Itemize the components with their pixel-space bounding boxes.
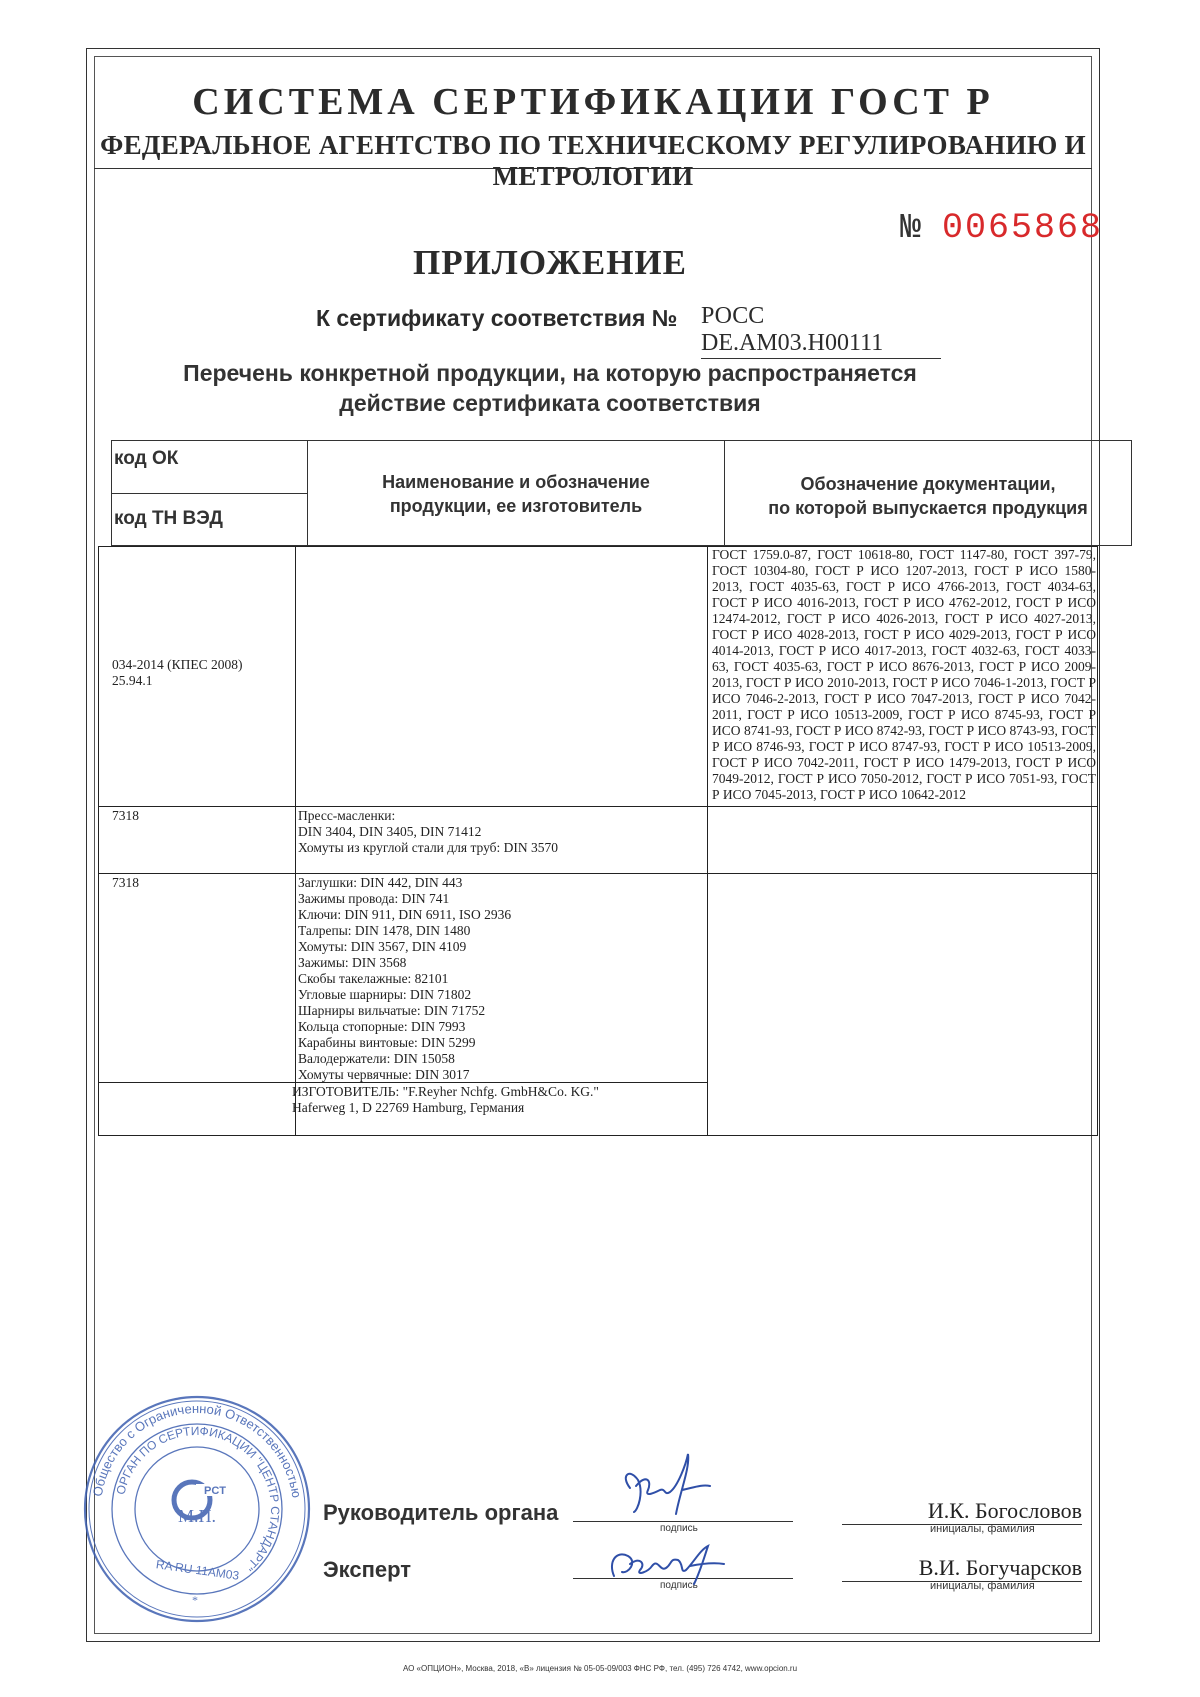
head-signature: [600, 1440, 740, 1530]
header-kod-ok: код ОК: [114, 448, 179, 469]
form-number-value: 0065868: [942, 208, 1104, 248]
head-name: И.К. Богословов: [842, 1498, 1082, 1525]
list-item: Зажимы провода: DIN 741: [298, 891, 450, 906]
row3-products: [298, 875, 703, 1083]
list-item: Пресс-масленки:: [298, 808, 396, 823]
row1-code-line1: 034-2014 (КПЕС 2008): [112, 657, 243, 672]
agency-title: ФЕДЕРАЛЬНОЕ АГЕНТСТВО ПО ТЕХНИЧЕСКОМУ РЕГУЛИРОВАНИЮ И МЕТРОЛОГИИ: [100, 130, 1086, 191]
body-divider-1: [295, 546, 296, 1136]
header-product-name: [308, 470, 724, 518]
header-kod-tn: код ТН ВЭД: [114, 508, 223, 529]
header-documentation-line2: по которой выпускается продукция: [768, 498, 1088, 518]
expert-signature: [600, 1528, 740, 1588]
list-item: Угловые шарниры: DIN 71802: [298, 987, 472, 1002]
list-item: Хомуты: DIN 3567, DIN 4109: [298, 939, 467, 954]
expert-name: В.И. Богучарсков: [842, 1555, 1082, 1582]
page-title: ПРИЛОЖЕНИЕ: [412, 243, 687, 282]
form-number-prefix: №: [900, 208, 922, 248]
head-label: Руководитель органа: [323, 1500, 559, 1525]
list-item: Шарниры вильчатые: DIN 71752: [298, 1003, 486, 1018]
list-item: Скобы такелажные: 82101: [298, 971, 449, 986]
stamp-inner-text: ОРГАН ПО СЕРТИФИКАЦИИ "ЦЕНТР СТАНДАРТ": [113, 1423, 283, 1574]
row-divider-1: [98, 806, 1098, 807]
manufacturer-address: Haferweg 1, D 22769 Hamburg, Германия: [292, 1100, 525, 1115]
list-item: Зажимы: DIN 3568: [298, 955, 407, 970]
list-item: Хомуты из круглой стали для труб: DIN 3570: [298, 840, 559, 855]
header-documentation: [724, 472, 1132, 520]
manufacturer: [292, 1084, 707, 1116]
body-divider-2: [707, 546, 708, 1136]
star-icon: *: [192, 1593, 198, 1607]
certification-stamp: [80, 1392, 314, 1626]
head-name-caption: инициалы, фамилия: [930, 1523, 1035, 1535]
expert-signature-caption: подпись: [660, 1580, 698, 1591]
list-title-line1: Перечень конкретной продукции, на которую распространяется: [183, 360, 917, 386]
expert-name-caption: инициалы, фамилия: [930, 1580, 1035, 1592]
header-product-name-line2: продукции, ее изготовитель: [389, 496, 643, 516]
row2-code: 7318: [112, 808, 139, 823]
certificate-label: К сертификату соответствия №: [316, 305, 678, 331]
list-title-line2: действие сертификата соответствия: [339, 390, 761, 416]
list-item: Кольца стопорные: DIN 7993: [298, 1019, 466, 1034]
header-code-divider: [111, 493, 308, 494]
row1-documentation: ГОСТ 1759.0-87, ГОСТ 10618-80, ГОСТ 1147-80, ГОСТ 397-79, ГОСТ 10304-80, ГОСТ Р ИСО 1207-2013, ГОСТ Р ИСО 1580-2013, ГОСТ 4035-63, ГОСТ Р ИСО 4766-2013, ГОСТ 4034-63, ГОСТ Р ИСО 4016-2013, ГОСТ Р ИСО 4762-2012, ГОСТ Р ИСО 12474-2012, ГОСТ Р ИСО 4026-2013, ГОСТ Р ИСО 4027-2013, ГОСТ Р ИСО 4028-2013, ГОСТ Р ИСО 4029-2013, ГОСТ Р ИСО 4014-2013, ГОСТ Р ИСО 4017-2013, ГОСТ 4032-63, ГОСТ 4033-63, ГОСТ 4035-63, ГОСТ Р ИСО 8676-2013, ГОСТ Р ИСО 2009-2013, ГОСТ Р ИСО 2010-2013, ГОСТ Р ИСО 7046-1-2013, ГОСТ Р ИСО 7046-2-2013, ГОСТ Р ИСО 7047-2013, ГОСТ Р ИСО 7042-2011, ГОСТ Р ИСО 10513-2009, ГОСТ Р ИСО 8745-93, ГОСТ Р ИСО 8741-93, ГОСТ Р ИСО 8742-93, ГОСТ Р ИСО 8743-93, ГОСТ Р ИСО 8746-93, ГОСТ Р ИСО 8747-93, ГОСТ Р ИСО 10513-2009, ГОСТ Р ИСО 7042-2011, ГОСТ Р ИСО 1479-2013, ГОСТ Р ИСО 7049-2012, ГОСТ Р ИСО 7050-2012, ГОСТ Р ИСО 7051-93, ГОСТ Р ИСО 7045-2013, ГОСТ Р ИСО 10642-2012: [712, 547, 1096, 802]
form-number: [900, 208, 1103, 248]
stamp-outer-text: Общество с Ограниченной Ответственностью: [89, 1400, 305, 1499]
list-item: Заглушки: DIN 442, DIN 443: [298, 875, 463, 890]
head-signature-caption: подпись: [660, 1523, 698, 1534]
list-item: Карабины винтовые: DIN 5299: [298, 1035, 476, 1050]
expert-label: Эксперт: [323, 1557, 412, 1582]
header-product-name-line1: Наименование и обозначение: [382, 472, 650, 492]
list-item: Валодержатели: DIN 15058: [298, 1051, 455, 1066]
stamp-bottom-text: RA RU 11AM03: [155, 1557, 241, 1583]
row1-code: [112, 657, 292, 689]
system-title: СИСТЕМА СЕРТИФИКАЦИИ ГОСТ Р: [192, 81, 994, 123]
certificate-number: РОСС DE.AM03.H00111: [701, 303, 941, 359]
list-item: Ключи: DIN 911, DIN 6911, ISO 2936: [298, 907, 512, 922]
header-documentation-line1: Обозначение документации,: [800, 474, 1056, 494]
row1-code-line2: 25.94.1: [112, 673, 153, 688]
manufacturer-name: ИЗГОТОВИТЕЛЬ: "F.Reyher Nchfg. GmbH&Co. KG.": [292, 1084, 599, 1099]
list-item: Талрепы: DIN 1478, DIN 1480: [298, 923, 471, 938]
row3-code: 7318: [112, 875, 139, 890]
print-footer: АО «ОПЦИОН», Москва, 2018, «В» лицензия № 05-05-09/003 ФНС РФ, тел. (495) 726 4742, www.opcion.ru: [402, 1664, 798, 1673]
row-divider-2: [98, 873, 1098, 874]
stamp-center-text: М.П.: [177, 1506, 217, 1526]
list-item: Хомуты червячные: DIN 3017: [298, 1067, 470, 1082]
row2-products: [298, 808, 703, 856]
list-item: DIN 3404, DIN 3405, DIN 71412: [298, 824, 482, 839]
stamp-logo-text: PCT: [204, 1485, 226, 1497]
